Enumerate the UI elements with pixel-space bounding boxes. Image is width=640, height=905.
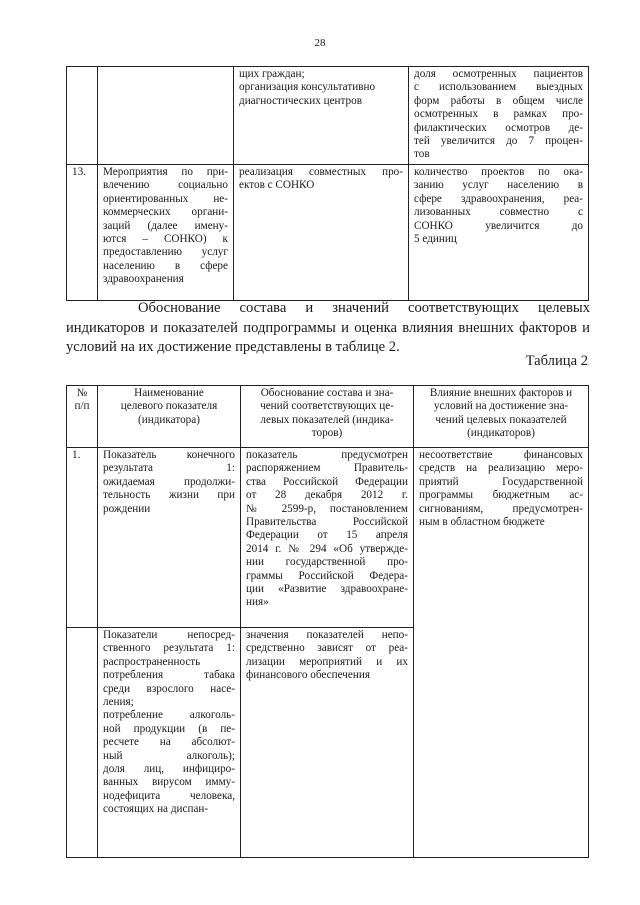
text-line: населению в сфере [103, 259, 228, 272]
justification-cell [241, 448, 414, 628]
text-line: распространенность [103, 655, 201, 668]
row-number-cell [67, 67, 98, 165]
text-line: потребление алкоголь- [103, 709, 235, 722]
text-line: торов) [311, 427, 343, 440]
text-line: № 2599-р, постановлением [246, 502, 408, 515]
text-line: Показатели непосред- [103, 629, 235, 641]
intro-paragraph [66, 299, 590, 358]
table-row [67, 448, 589, 628]
text-line: распоряжением Правитель- [246, 462, 408, 475]
text-line: тельность жизни при [103, 489, 235, 502]
row-number-cell: 1. [67, 448, 98, 628]
content-cell [234, 165, 409, 301]
text-line: ванных вирусом имму- [103, 776, 235, 789]
text-line: СОНКО увеличится до [414, 219, 583, 232]
text-line: условий на достижение зна- [433, 400, 569, 413]
header-justification [241, 386, 414, 448]
text-line: ются – СОНКО) к [103, 233, 228, 246]
text-line: доля осмотренных пациентов [414, 68, 583, 80]
text-line: лизации мероприятий и их [246, 655, 408, 668]
text-line: количество проектов по ока- [414, 166, 583, 178]
text-line: ресчете на абсолют- [103, 736, 235, 749]
text-line: левых показателей (индика- [260, 413, 394, 426]
text-line: Мероприятия по при- [103, 166, 228, 178]
header-influence [414, 386, 589, 448]
text-line: результата 1: [103, 462, 235, 475]
text-line: программы бюджетным ас- [419, 489, 583, 502]
text-line: показатель предусмотрен [246, 449, 408, 461]
indicators-table [66, 385, 589, 858]
text-line: диагностических центров [239, 94, 363, 107]
event-cell [98, 67, 234, 165]
text-line: щих граждан; [239, 68, 305, 80]
text-line: № [76, 387, 88, 399]
header-name [98, 386, 241, 448]
text-line: от 28 декабря 2012 г. [246, 489, 408, 502]
text-line: Обоснование состава и зна- [260, 387, 394, 399]
text-line: ный алкоголь); [103, 749, 235, 762]
text-line: Наименование [134, 387, 204, 399]
text-line: тов [414, 148, 430, 161]
table-row [67, 165, 589, 301]
text-line: сфере здравоохранения, реа- [414, 192, 583, 205]
text-line: средственно зависят от реа- [246, 642, 408, 655]
row-number-cell: 13. [67, 165, 98, 301]
text-line: (индикаторов) [467, 427, 535, 440]
indicator-cell [409, 67, 589, 165]
influence-cell [414, 448, 589, 858]
text-line: состоящих на диспан- [103, 803, 209, 816]
text-line: нии государственной про- [246, 556, 408, 569]
text-line: осмотренных в рамках про- [414, 108, 583, 121]
table-row [67, 67, 589, 165]
text-line: ожидаемая продолжи- [103, 475, 235, 488]
header-num [67, 386, 98, 448]
text-line: ления; [103, 696, 134, 709]
text-line: влечению социально [103, 179, 228, 192]
text-line: ственного результата 1: [103, 642, 235, 655]
event-cell [98, 165, 234, 301]
text-line: предоставлению услуг [103, 246, 228, 259]
text-line: граммы Российской Федера- [246, 569, 408, 582]
paragraph-text: Обоснование состава и значений соответствующих целевых индикаторов и показателей подпрограммы и оценка влияния внешних факторов и условий на их достижение представлены в таблице 2. [66, 300, 590, 355]
text-line: Правительства Российской [246, 516, 408, 529]
text-line: сигнованиям, предусмотрен- [419, 502, 583, 515]
justification-cell [241, 628, 414, 858]
text-line: значения показателей непо- [246, 629, 408, 641]
text-line: ции «Развитие здравоохране- [246, 583, 408, 596]
text-line: ориентированных не- [103, 192, 228, 205]
text-line: филактических осмотров де- [414, 121, 583, 134]
page-number: 28 [314, 37, 326, 49]
indicator-cell [409, 165, 589, 301]
text-line: ным в областном бюджете [419, 516, 545, 529]
text-line: организация консультативно [239, 81, 376, 94]
text-line: 5 единиц [414, 233, 457, 246]
text-line: ства Российской Федерации [246, 475, 408, 488]
text-line: занию услуг населению в [414, 179, 583, 192]
text-line: п/п [74, 400, 90, 413]
text-line: коммерческих органи- [103, 206, 228, 219]
table-caption: Таблица 2 [525, 353, 588, 369]
text-line: ектов с СОНКО [239, 179, 315, 192]
content-cell [234, 67, 409, 165]
text-line: приятий Государственной [419, 475, 583, 488]
text-line: среди взрослого насе- [103, 682, 235, 695]
text-line: чений соответствующих це- [260, 400, 394, 413]
text-line: Показатель конечного [103, 449, 235, 461]
text-line: Влияние внешних факторов и [429, 387, 573, 399]
indicator-name-cell [98, 628, 241, 858]
table-header-row [67, 386, 589, 448]
text-line: лизованных совместно с [414, 206, 583, 219]
text-line: тей увеличится до 7 процен- [414, 135, 583, 148]
text-line: несоответствие финансовых [419, 449, 583, 461]
text-line: (индикатора) [138, 413, 200, 426]
text-line: целевого показателя [120, 400, 218, 413]
text-line: финансового обеспечения [246, 669, 370, 682]
text-line: средств на реализацию меро- [419, 462, 583, 475]
text-line: 2014 г. № 294 «Об утвержде- [246, 542, 408, 555]
text-line: доля лиц, инфициро- [103, 763, 235, 776]
text-line: ной продукции (в пе- [103, 722, 235, 735]
text-line: ния» [246, 596, 269, 609]
text-line: форм работы в общем числе [414, 94, 583, 107]
indicator-name-cell [98, 448, 241, 628]
text-line: нодефицита человека, [103, 789, 235, 802]
text-line: заций (далее имену- [103, 219, 228, 232]
text-line: рождении [103, 502, 151, 515]
text-line: с использованием выездных [414, 81, 583, 94]
row-number-cell [67, 628, 98, 858]
text-line: реализация совместных про- [239, 166, 403, 178]
text-line: потребления табака [103, 669, 235, 682]
text-line: чений целевых показателей [435, 413, 567, 426]
text-line: здравоохранения [103, 273, 184, 286]
events-table-continued [66, 66, 589, 301]
text-line: Федерации от 15 апреля [246, 529, 408, 542]
